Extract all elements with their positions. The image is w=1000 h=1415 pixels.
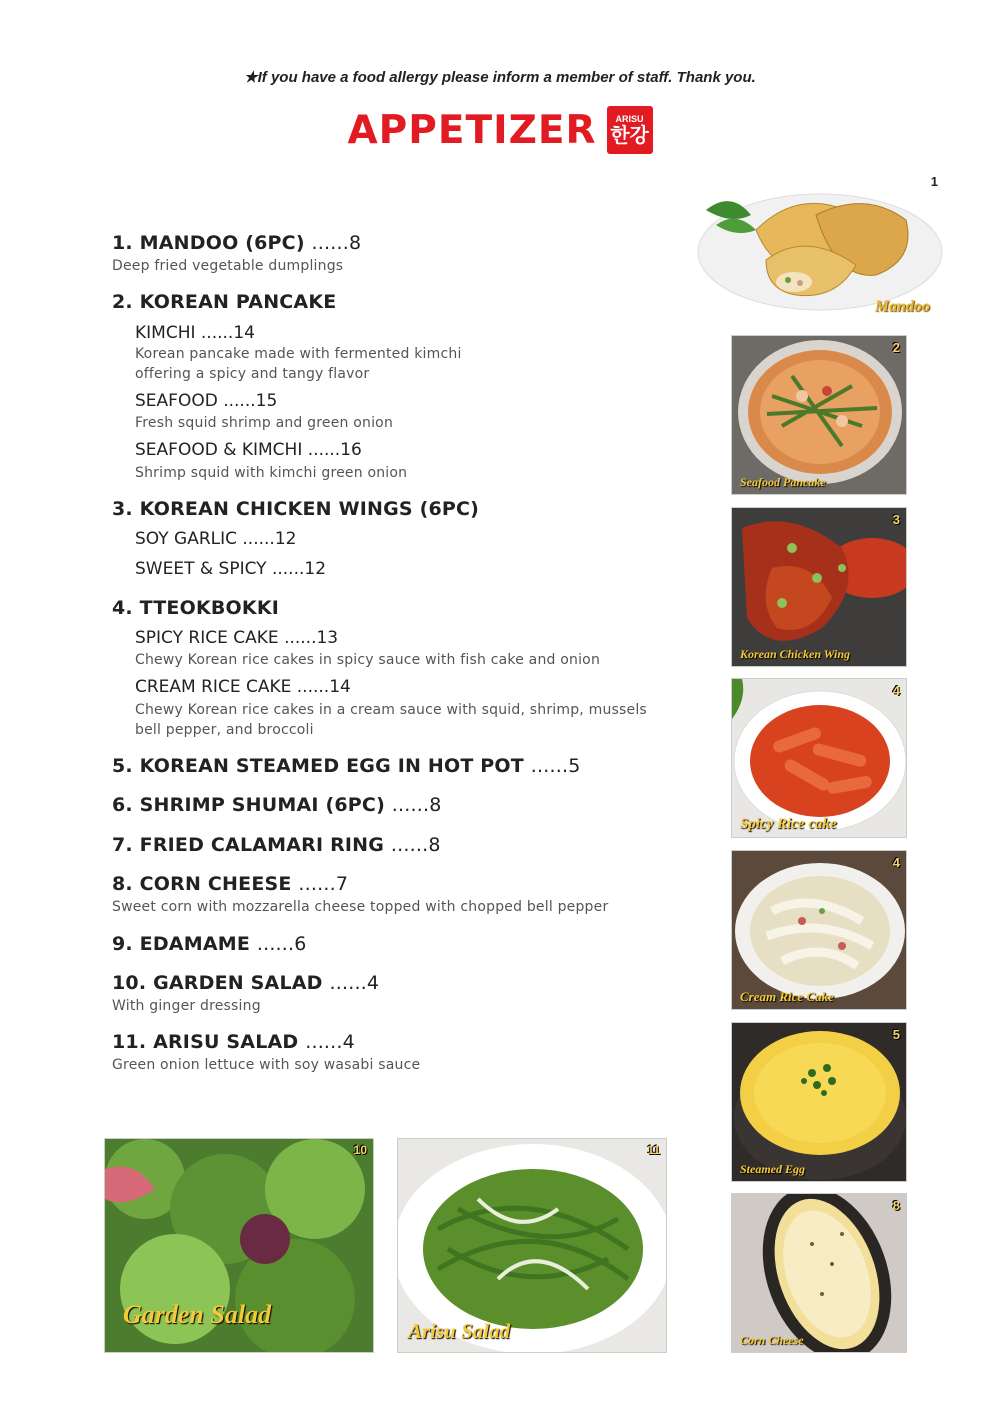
- page-title: APPETIZER: [347, 107, 597, 153]
- photo-number: 5: [892, 1027, 900, 1042]
- sub-item-seafood: [135, 391, 277, 411]
- menu-item-korean-pancake: 2. KOREAN PANCAKE: [112, 291, 337, 313]
- item-name: 1. MANDOO (6PC): [112, 232, 305, 254]
- sub-item-cream-rice-cake: [135, 677, 351, 697]
- item-name: SEAFOOD: [135, 391, 218, 411]
- item-description: offering a spicy and tangy flavor: [135, 366, 370, 382]
- menu-item-steamed-egg: [112, 755, 581, 777]
- item-price: ......14: [200, 323, 255, 343]
- sub-item-soy-garlic: [135, 529, 296, 549]
- menu-item-garden-salad: [112, 972, 379, 994]
- item-description: Green onion lettuce with soy wasabi sauce: [112, 1057, 421, 1073]
- photo-caption: Arisu Salad: [408, 1319, 511, 1343]
- photo-number: 3: [892, 512, 900, 527]
- item-name: 10. GARDEN SALAD: [112, 972, 323, 994]
- arisu-logo: [607, 106, 653, 154]
- menu-item-chicken-wings: 3. KOREAN CHICKEN WINGS (6PC): [112, 498, 480, 520]
- photo-number: 4: [892, 683, 900, 698]
- spicy-rice-cake-illustration: [732, 679, 907, 838]
- photo-mandoo: [696, 170, 944, 320]
- sub-item-seafood-kimchi: [135, 440, 362, 460]
- item-price: ......6: [256, 933, 307, 955]
- photo-number: 10: [353, 1143, 367, 1157]
- photo-number: 1: [930, 174, 938, 189]
- item-price: ......13: [284, 628, 339, 648]
- photo-arisu-salad: [397, 1138, 667, 1353]
- item-description: Fresh squid shrimp and green onion: [135, 415, 394, 431]
- menu-item-corn-cheese: [112, 873, 348, 895]
- photo-number: 11: [647, 1143, 660, 1157]
- photo-caption: Korean Chicken Wing: [740, 647, 851, 661]
- photo-seafood-pancake: [731, 335, 907, 495]
- sub-item-sweet-spicy: [135, 559, 326, 579]
- item-price: ......12: [242, 529, 297, 549]
- allergy-notice: ★If you have a food allergy please inform a member of staff. Thank you.: [244, 69, 756, 86]
- steamed-egg-illustration: [732, 1023, 907, 1182]
- item-description: Korean pancake made with fermented kimchi: [135, 346, 462, 362]
- menu-item-tteokbokki: 4. TTEOKBOKKI: [112, 597, 280, 619]
- item-description: With ginger dressing: [112, 998, 261, 1014]
- logo-text-ko: 한강: [610, 123, 649, 147]
- item-name: 8. CORN CHEESE: [112, 873, 292, 895]
- menu-item-edamame: [112, 933, 307, 955]
- menu-item-shrimp-shumai: [112, 794, 442, 816]
- item-name: 6. SHRIMP SHUMAI (6PC): [112, 794, 385, 816]
- photo-cream-rice-cake: [731, 850, 907, 1010]
- title-block: [0, 106, 1000, 154]
- chicken-wing-illustration: [732, 508, 907, 667]
- item-description: Shrimp squid with kimchi green onion: [135, 465, 408, 481]
- item-price: ......12: [271, 559, 327, 579]
- item-price: ......8: [311, 232, 362, 254]
- item-price: ......8: [390, 834, 441, 856]
- item-name: 7. FRIED CALAMARI RING: [112, 834, 385, 856]
- item-price: ......16: [307, 440, 362, 460]
- item-description: Deep fried vegetable dumplings: [112, 258, 344, 274]
- photo-garden-salad: [104, 1138, 374, 1353]
- logo-text-en: ARISU: [615, 114, 644, 124]
- item-price: ......15: [223, 391, 278, 411]
- item-name: SPICY RICE CAKE: [135, 628, 279, 648]
- item-name: KIMCHI: [135, 323, 196, 343]
- photo-corn-cheese: [731, 1193, 907, 1353]
- item-name: 5. KOREAN STEAMED EGG IN HOT POT: [112, 755, 524, 777]
- item-price: ......14: [296, 677, 351, 697]
- pancake-illustration: [732, 336, 907, 495]
- photo-caption: Spicy Rice cake: [740, 816, 837, 832]
- item-description: Sweet corn with mozzarella cheese topped with chopped bell pepper: [112, 899, 609, 915]
- photo-spicy-rice-cake: [731, 678, 907, 838]
- item-name: CREAM RICE CAKE: [135, 677, 292, 697]
- item-price: ......4: [305, 1031, 355, 1053]
- photo-caption: Seafood Pancake: [740, 475, 826, 489]
- item-description: Chewy Korean rice cakes in a cream sauce with squid, shrimp, mussels: [135, 702, 647, 718]
- item-price: ......7: [298, 873, 349, 895]
- photo-caption: Cream Rice Cake: [740, 989, 834, 1004]
- item-name: SEAFOOD & KIMCHI: [135, 440, 303, 460]
- item-name: 9. EDAMAME: [112, 933, 251, 955]
- item-price: ......4: [329, 972, 380, 994]
- photo-number: 2: [892, 340, 900, 355]
- photo-number: 8: [892, 1198, 900, 1213]
- menu-item-arisu-salad: [112, 1031, 355, 1053]
- cream-rice-cake-illustration: [732, 851, 907, 1010]
- sub-item-spicy-rice-cake: [135, 628, 338, 648]
- menu-item-calamari: [112, 834, 441, 856]
- item-price: ......5: [530, 755, 581, 777]
- item-name: SOY GARLIC: [135, 529, 237, 549]
- menu-item-mandoo: [112, 232, 361, 254]
- corn-cheese-illustration: [732, 1194, 907, 1353]
- item-price: ......8: [391, 794, 442, 816]
- photo-chicken-wing: [731, 507, 907, 667]
- photo-caption: Steamed Egg: [740, 1162, 805, 1176]
- photo-caption: Garden Salad: [123, 1300, 272, 1329]
- photo-steamed-egg: [731, 1022, 907, 1182]
- item-description: bell pepper, and broccoli: [135, 722, 314, 738]
- item-description: Chewy Korean rice cakes in spicy sauce with fish cake and onion: [135, 652, 601, 668]
- photo-caption: Corn Cheese: [740, 1333, 804, 1347]
- item-name: 11. ARISU SALAD: [112, 1031, 299, 1053]
- item-name: SWEET & SPICY: [135, 559, 267, 579]
- photo-number: 4: [892, 855, 900, 870]
- photo-caption: Mandoo: [874, 298, 930, 315]
- sub-item-kimchi: [135, 323, 255, 343]
